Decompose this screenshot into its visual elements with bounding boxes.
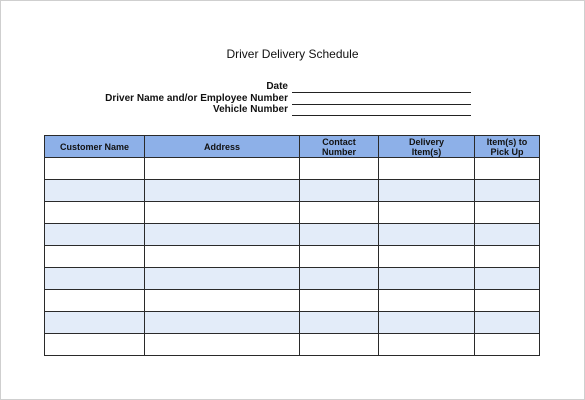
table-cell[interactable] bbox=[145, 312, 300, 334]
table-row bbox=[45, 224, 540, 246]
form-title: Driver Delivery Schedule bbox=[226, 47, 359, 61]
header-delivery-items-line2: Item(s) bbox=[411, 146, 442, 157]
table-cell[interactable] bbox=[45, 246, 145, 268]
table-cell[interactable] bbox=[379, 312, 475, 334]
table-cell[interactable] bbox=[475, 312, 540, 334]
header-customer-name-text: Customer Name bbox=[59, 141, 130, 152]
table-cell[interactable] bbox=[475, 290, 540, 312]
header-contact-number-line1: Contact bbox=[322, 136, 356, 147]
driver-name-label: Driver Name and/or Employee Number bbox=[105, 93, 288, 104]
vehicle-number-field[interactable] bbox=[292, 115, 471, 116]
header-delivery-items-line1: Delivery bbox=[408, 136, 445, 147]
date-label: Date bbox=[266, 81, 288, 92]
table-row bbox=[45, 312, 540, 334]
header-address bbox=[145, 136, 300, 158]
table-cell[interactable] bbox=[145, 334, 300, 356]
table-cell[interactable] bbox=[45, 180, 145, 202]
table-cell[interactable] bbox=[145, 290, 300, 312]
table-cell[interactable] bbox=[45, 312, 145, 334]
table-cell[interactable] bbox=[45, 202, 145, 224]
table-cell[interactable] bbox=[300, 312, 379, 334]
table-cell[interactable] bbox=[379, 290, 475, 312]
table-cell[interactable] bbox=[379, 224, 475, 246]
delivery-schedule-table bbox=[44, 135, 540, 356]
table-cell[interactable] bbox=[300, 202, 379, 224]
table-cell[interactable] bbox=[475, 334, 540, 356]
table-cell[interactable] bbox=[475, 224, 540, 246]
table-cell[interactable] bbox=[300, 158, 379, 180]
header-delivery-items bbox=[379, 136, 475, 158]
table-body bbox=[45, 158, 540, 356]
header-items-to-pick-up bbox=[475, 136, 540, 158]
table-cell[interactable] bbox=[45, 290, 145, 312]
table-cell[interactable] bbox=[379, 268, 475, 290]
table-row bbox=[45, 334, 540, 356]
table-cell[interactable] bbox=[300, 268, 379, 290]
table-row bbox=[45, 158, 540, 180]
table-cell[interactable] bbox=[379, 180, 475, 202]
table-cell[interactable] bbox=[300, 334, 379, 356]
table-row bbox=[45, 268, 540, 290]
table-cell[interactable] bbox=[300, 180, 379, 202]
table-cell[interactable] bbox=[475, 158, 540, 180]
header-contact-number bbox=[300, 136, 379, 158]
table-cell[interactable] bbox=[475, 180, 540, 202]
table-cell[interactable] bbox=[300, 290, 379, 312]
table-row bbox=[45, 246, 540, 268]
table-cell[interactable] bbox=[379, 158, 475, 180]
table-row bbox=[45, 202, 540, 224]
header-customer-name bbox=[45, 136, 145, 158]
table-row bbox=[45, 180, 540, 202]
table-cell[interactable] bbox=[475, 202, 540, 224]
table-cell[interactable] bbox=[45, 334, 145, 356]
table-row bbox=[45, 290, 540, 312]
table-cell[interactable] bbox=[379, 246, 475, 268]
vehicle-number-label: Vehicle Number bbox=[212, 104, 288, 115]
table-cell[interactable] bbox=[300, 246, 379, 268]
header-contact-number-line2: Number bbox=[321, 146, 356, 157]
table-cell[interactable] bbox=[145, 268, 300, 290]
header-items-to-pick-up-line2: Pick Up bbox=[490, 146, 524, 157]
table-cell[interactable] bbox=[45, 268, 145, 290]
table-cell[interactable] bbox=[379, 202, 475, 224]
driver-name-field[interactable] bbox=[292, 104, 471, 105]
header-items-to-pick-up-line1: Item(s) to bbox=[486, 136, 528, 147]
table-cell[interactable] bbox=[45, 158, 145, 180]
table-cell[interactable] bbox=[145, 180, 300, 202]
table-cell[interactable] bbox=[300, 224, 379, 246]
date-field[interactable] bbox=[292, 92, 471, 93]
table-cell[interactable] bbox=[145, 224, 300, 246]
table-cell[interactable] bbox=[475, 268, 540, 290]
table-cell[interactable] bbox=[379, 334, 475, 356]
header-address-text: Address bbox=[203, 141, 240, 152]
table-cell[interactable] bbox=[475, 246, 540, 268]
table-cell[interactable] bbox=[145, 202, 300, 224]
table-cell[interactable] bbox=[145, 158, 300, 180]
table-cell[interactable] bbox=[45, 224, 145, 246]
table-header-row bbox=[45, 136, 540, 158]
table-cell[interactable] bbox=[145, 246, 300, 268]
